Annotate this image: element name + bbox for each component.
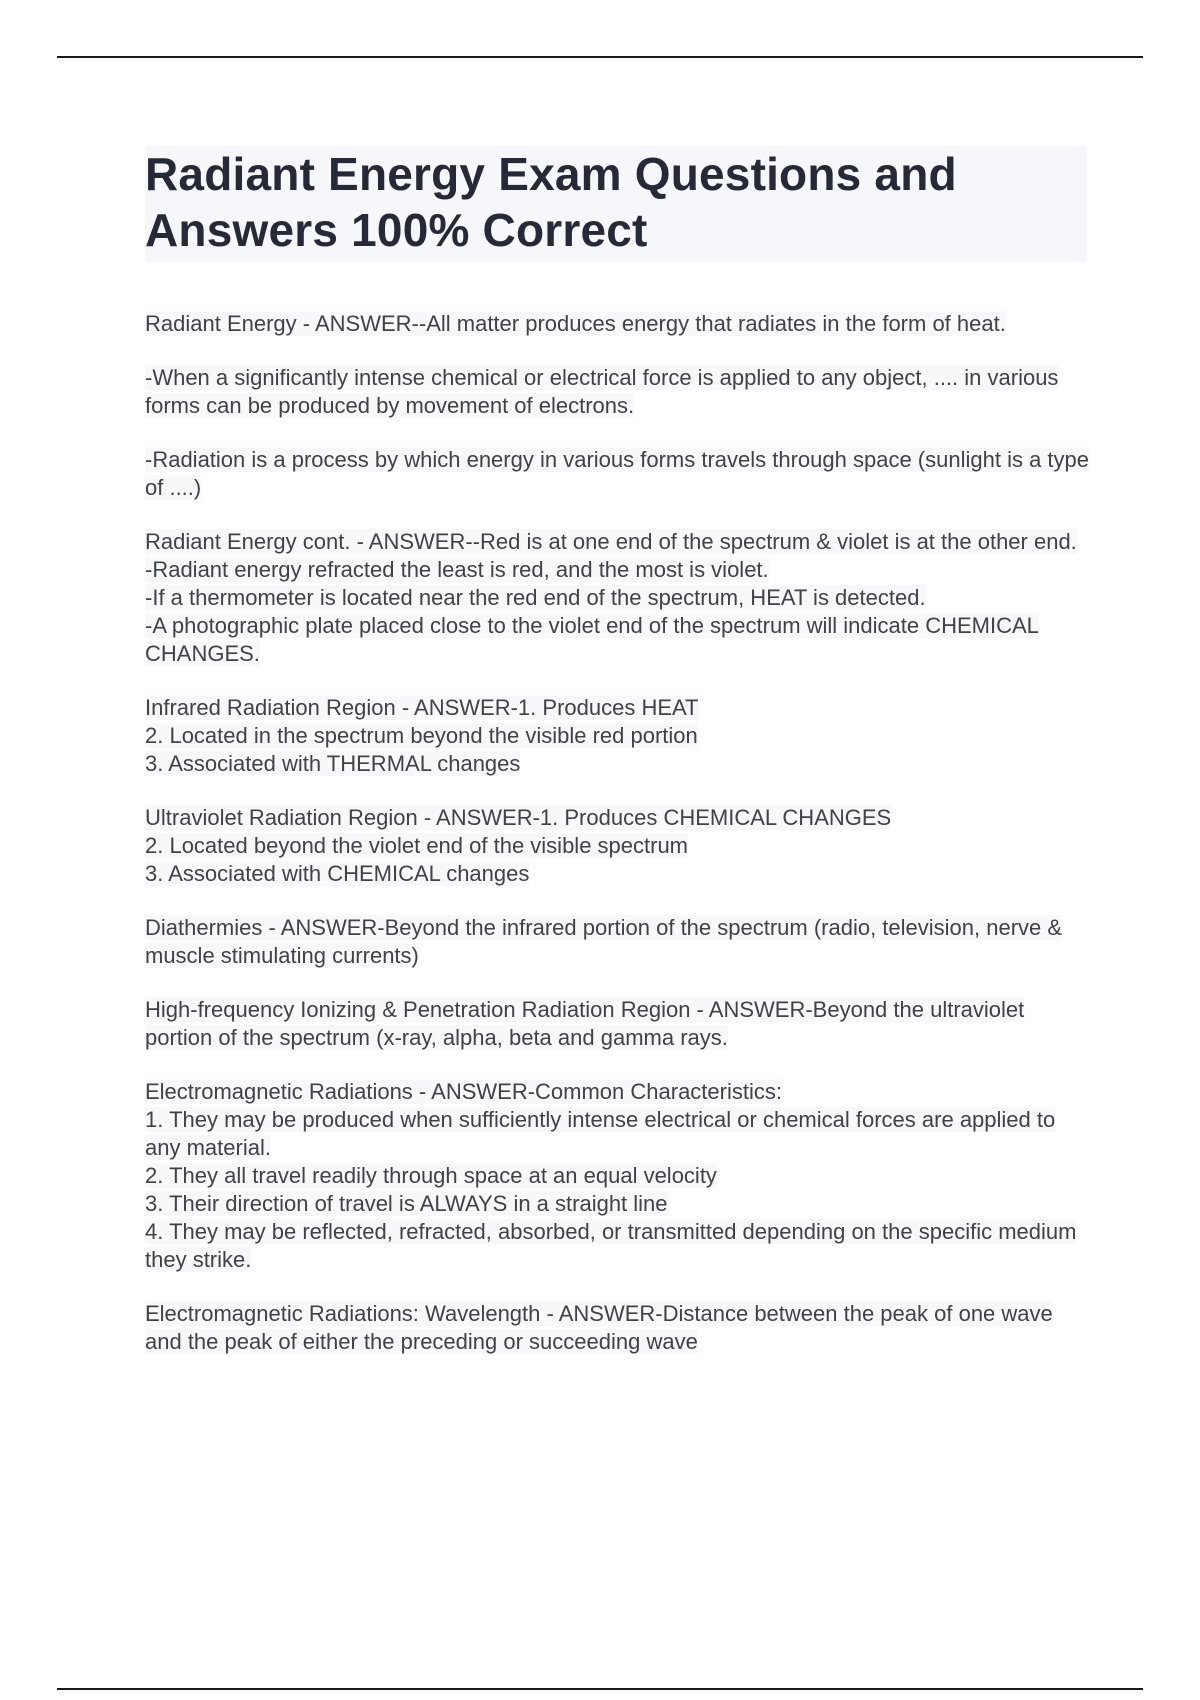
text-line: -When a significantly intense chemical or electrical force is applied to any object, .... in various forms can be produced by movement of electrons. [145,365,1059,418]
text-line: 1. They may be produced when sufficiently intense electrical or chemical forces are applied to any material. [145,1107,1056,1160]
bottom-rule [57,1688,1143,1690]
title-line-2: Answers 100% Correct [145,204,648,256]
text-line: -If a thermometer is located near the red end of the spectrum, HEAT is detected. [145,585,926,610]
text-line: 2. They all travel readily through space at an equal velocity [145,1163,717,1188]
paragraph-wavelength [145,1300,1095,1356]
text-line: Diathermies - ANSWER-Beyond the infrared portion of the spectrum (radio, television, nerve & muscle stimulating currents) [145,915,1063,968]
text-line: 4. They may be reflected, refracted, absorbed, or transmitted depending on the specific medium they strike. [145,1219,1077,1272]
top-rule [57,56,1143,58]
text-line: Electromagnetic Radiations: Wavelength - ANSWER-Distance between the peak of one wave and the peak of either the preceding or succeeding wave [145,1301,1053,1354]
text-line: Radiant Energy - ANSWER--All matter produces energy that radiates in the form of heat. [145,311,1006,336]
paragraph-radiant-energy [145,310,1095,338]
text-line: 2. Located beyond the violet end of the visible spectrum [145,833,689,858]
title-block [145,146,1087,262]
text-line: -Radiation is a process by which energy in various forms travels through space (sunlight is a type of ....) [145,447,1090,500]
paragraph-radiation-process [145,446,1095,502]
paragraph-intense-force [145,364,1095,420]
paragraph-radiant-energy-cont [145,528,1095,668]
paragraph-diathermies [145,914,1095,970]
paragraph-high-frequency [145,996,1095,1052]
document-body [145,310,1095,1382]
paragraph-ultraviolet [145,804,1095,888]
title-line-1: Radiant Energy Exam Questions and [145,148,957,200]
text-line: 3. Associated with CHEMICAL changes [145,861,530,886]
text-line: Infrared Radiation Region - ANSWER-1. Produces HEAT [145,695,699,720]
text-line: 3. Their direction of travel is ALWAYS in a straight line [145,1191,668,1216]
document-title [145,146,1087,258]
paragraph-em-radiations [145,1078,1095,1274]
text-line: 3. Associated with THERMAL changes [145,751,521,776]
paragraph-infrared [145,694,1095,778]
text-line: Ultraviolet Radiation Region - ANSWER-1. Produces CHEMICAL CHANGES [145,805,892,830]
text-line: -Radiant energy refracted the least is red, and the most is violet. [145,557,769,582]
text-line: Radiant Energy cont. - ANSWER--Red is at one end of the spectrum & violet is at the other end. [145,529,1077,554]
text-line: 2. Located in the spectrum beyond the visible red portion [145,723,698,748]
text-line: Electromagnetic Radiations - ANSWER-Common Characteristics: [145,1079,782,1104]
text-line: -A photographic plate placed close to the violet end of the spectrum will indicate CHEMICAL CHANGES. [145,613,1039,666]
text-line: High-frequency Ionizing & Penetration Radiation Region - ANSWER-Beyond the ultraviolet portion of the spectrum (x-ray, alpha, beta and gamma rays. [145,997,1025,1050]
